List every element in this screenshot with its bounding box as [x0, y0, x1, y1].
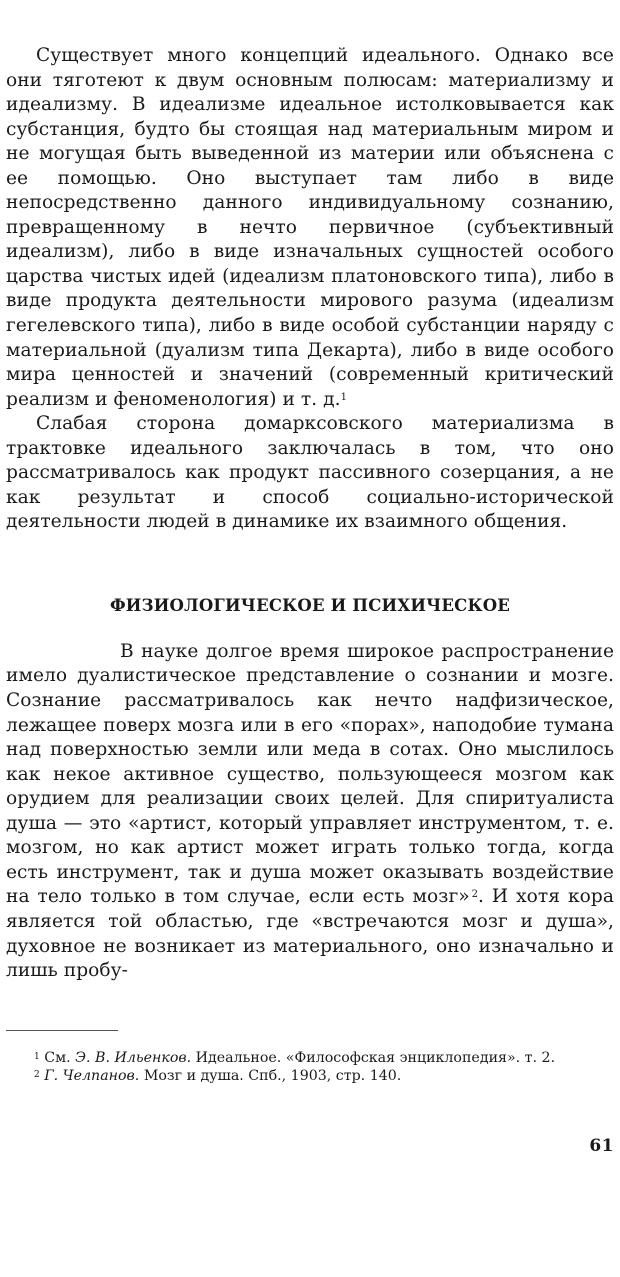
footnote-author: Э. В. Ильенков. — [75, 1050, 192, 1066]
paragraph-idealism-concepts — [6, 44, 614, 412]
footnote-ref-2[interactable]: 2 — [471, 889, 478, 901]
footnote-marker: 2 — [34, 1069, 40, 1080]
footnote-text: Мозг и душа. Спб., 1903, стр. 140. — [143, 1067, 402, 1084]
footnote-2 — [6, 1068, 614, 1086]
footnote-ref-1[interactable]: 1 — [340, 391, 348, 403]
paragraph-text-continued: . И хотя кора является той областью, где «встречаются мозг и душа», духовное не возникает из материального, оно изначально и лишь пробу- — [6, 886, 614, 982]
footnote-text: Идеальное. «Философская энциклопедия». т. 2. — [195, 1050, 556, 1066]
footnotes — [6, 1050, 614, 1085]
footnote-marker: 1 — [34, 1052, 40, 1062]
footnote-author: Г. Челпанов. — [44, 1067, 140, 1084]
page-body — [6, 44, 614, 984]
paragraph-text: Слабая сторона домарксовского материализма в трактовке идеального заключалась в том, что оно рассматривалось как продукт пассивного созерцания, а не как результат и способ социально-исторической деятельности людей в динамике их взаимного общения. — [6, 413, 614, 533]
footnote-1 — [6, 1050, 614, 1068]
section-heading: ФИЗИОЛОГИЧЕСКОЕ И ПСИХИЧЕСКОЕ — [109, 595, 511, 615]
paragraph-text: Существует много концепций идеального. Однако все они тяготеют к двум основным полюсам: материализму и идеализму. В идеализме идеальное истолковывается как субстанция, будто бы стоящая над материальным миром и не могущая быть выведенной из материи или объяснена с ее помощью. Оно выступает там либо в виде непосредственно данного индивидуальному сознанию, превращенному в нечто первичное (субъективный идеализм), либо в виде изначальных сущностей особого царства чистых идей (идеализм платоновского типа), либо в виде продукта деятельности мирового разума (идеализм гегелевского типа), либо в виде особой субстанции наряду с материальной (дуализм типа Декарта), либо в виде особого мира ценностей и значений (современный критический реализм и феноменология) и т. д. — [6, 45, 614, 410]
footnote-divider — [6, 1030, 118, 1031]
paragraph-materialism-weakness — [6, 412, 614, 535]
page-number: 61 — [589, 1136, 614, 1156]
footnote-prefix: См. — [44, 1050, 71, 1066]
paragraph-dualism — [6, 640, 614, 984]
paragraph-text: В науке долгое время широкое распространение имело дуалистическое представление о сознании и мозге. Сознание рассматривалось как нечто надфизическое, лежащее поверх мозга или в его «порах», наподобие тумана над поверхностью земли или меда в сотах. Оно мыслилось как некое активное существо, пользующееся мозгом как орудием для реализации своих целей. Для спиритуалиста душа — это «артист, который управляет инструментом, т. е. мозгом, но как артист может играть только тогда, когда есть инструмент, так и душа может оказывать воздействие на тело только в том случае, если есть мозг» — [6, 640, 614, 908]
